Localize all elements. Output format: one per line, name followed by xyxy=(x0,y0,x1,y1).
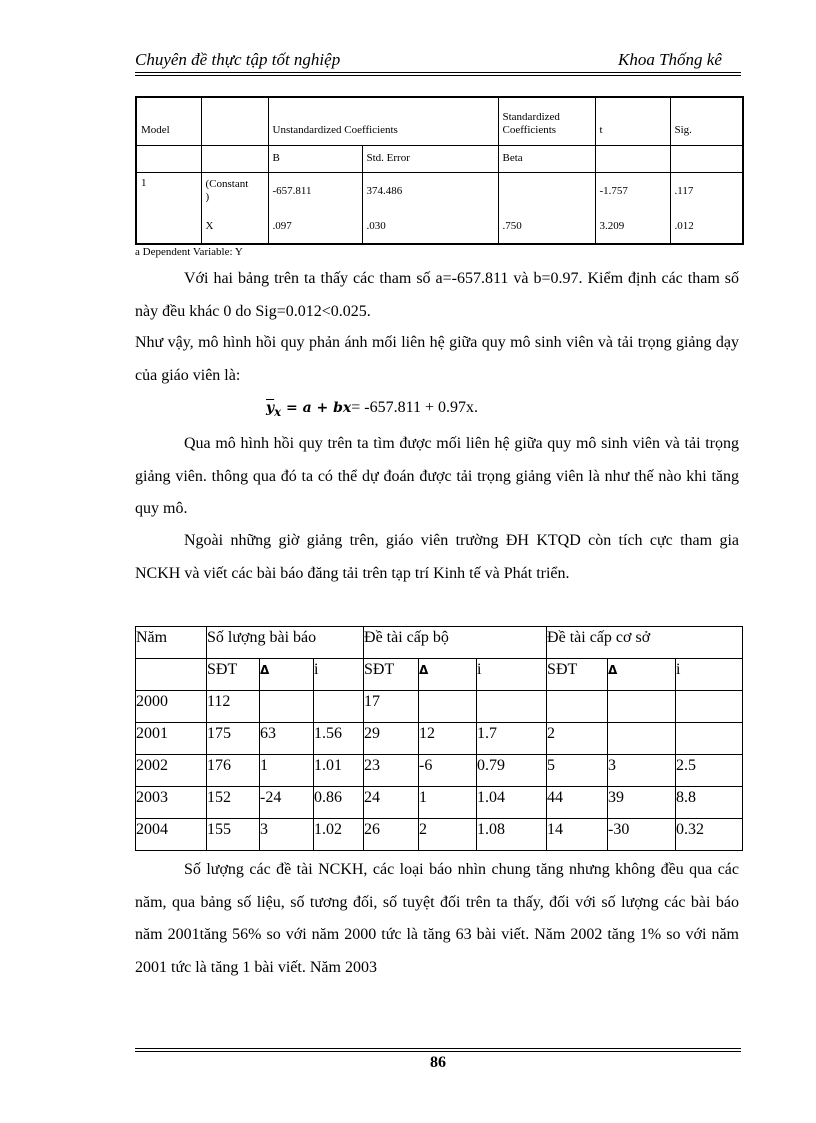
coefficients-table xyxy=(135,96,744,245)
table-cell: 152 xyxy=(207,787,260,819)
table-cell: 1.56 xyxy=(314,723,364,755)
table-cell: 0.32 xyxy=(676,819,743,851)
header-sig: Sig. xyxy=(670,97,743,145)
sub-i-3: i xyxy=(676,659,743,691)
paragraph-2: Như vậy, mô hình hồi quy phản ánh mối liên hệ giữa quy mô sinh viên và tải trọng giảng dạy của giáo viên là: xyxy=(135,334,739,384)
row-constant-b: -657.811 xyxy=(268,172,362,210)
row-x-t: 3.209 xyxy=(595,210,670,244)
regression-formula xyxy=(266,392,478,428)
table-cell xyxy=(260,691,314,723)
research-statistics-table xyxy=(135,626,743,851)
table-cell: 5 xyxy=(547,755,608,787)
header-blank xyxy=(201,97,268,145)
table-cell: 39 xyxy=(608,787,676,819)
table-row xyxy=(136,755,743,787)
table-cell: 3 xyxy=(608,755,676,787)
sub-blank xyxy=(136,659,207,691)
formula-lhs xyxy=(266,400,352,419)
table-cell: 2004 xyxy=(136,819,207,851)
stats-body xyxy=(136,691,743,851)
sub-delta-1: Δ xyxy=(260,659,314,691)
running-header-faculty: Khoa Thống kê xyxy=(618,50,722,69)
table-cell: 112 xyxy=(207,691,260,723)
table-cell: -6 xyxy=(419,755,477,787)
table-cell: 155 xyxy=(207,819,260,851)
sub-delta-3: Δ xyxy=(608,659,676,691)
paragraph-4: Ngoài những giờ giảng trên, giáo viên trường ĐH KTQD còn tích cực tham gia NCKH và viết các bài báo đăng tải trên tạp trí Kinh tế và Phát triển. xyxy=(135,532,739,582)
header-unstandardized: Unstandardized Coefficients xyxy=(268,97,498,145)
row-constant-se: 374.486 xyxy=(362,172,498,210)
table-row xyxy=(136,787,743,819)
header-model: Model xyxy=(136,97,201,145)
row-x-b: .097 xyxy=(268,210,362,244)
row-constant-name-line2: ) xyxy=(205,191,210,204)
table-cell: 1.7 xyxy=(477,723,547,755)
table-cell: 2.5 xyxy=(676,755,743,787)
table-cell: 2001 xyxy=(136,723,207,755)
table-cell: 44 xyxy=(547,787,608,819)
table-cell: -24 xyxy=(260,787,314,819)
table-cell: 29 xyxy=(364,723,419,755)
group-ministry-projects: Đề tài cấp bộ xyxy=(364,627,547,659)
formula-lhs-rest: = a + bx xyxy=(281,400,352,416)
table-cell: 2002 xyxy=(136,755,207,787)
table-cell: 2 xyxy=(547,723,608,755)
paragraph-1: Với hai bảng trên ta thấy các tham số a=-657.811 và b=0.97. Kiểm định các tham số này đều khác 0 do Sig=0.012<0.025. xyxy=(135,270,739,320)
table-cell xyxy=(314,691,364,723)
header-standardized-line1: Standardized xyxy=(502,110,560,123)
subhead-blank-2 xyxy=(201,145,268,172)
footer-rule xyxy=(135,1048,741,1052)
running-header-title: Chuyên đề thực tập tốt nghiệp xyxy=(135,50,341,69)
table-cell: 176 xyxy=(207,755,260,787)
paragraph-3: Qua mô hình hồi quy trên ta tìm được mối liên hệ giữa quy mô sinh viên và tải trọng giảng viên. thông qua đó ta có thể dự đoán được tải trọng giảng viên là như thế nào khi tăng quy mô. xyxy=(135,435,739,517)
table-cell: 23 xyxy=(364,755,419,787)
sub-i-2: i xyxy=(477,659,547,691)
table-cell: 24 xyxy=(364,787,419,819)
row-x-se: .030 xyxy=(362,210,498,244)
subhead-blank-4 xyxy=(670,145,743,172)
row-constant-name-line1: (Constant xyxy=(205,178,249,191)
row-x-beta: .750 xyxy=(498,210,595,244)
table-cell: 1.02 xyxy=(314,819,364,851)
page-number: 86 xyxy=(430,1054,446,1071)
sub-sdt-3: SĐT xyxy=(547,659,608,691)
subhead-std-error: Std. Error xyxy=(362,145,498,172)
model-number: 1 xyxy=(136,172,201,244)
table-cell: 1 xyxy=(419,787,477,819)
table-cell: 0.86 xyxy=(314,787,364,819)
header-standardized xyxy=(498,97,595,145)
table-cell xyxy=(608,723,676,755)
sub-i-1: i xyxy=(314,659,364,691)
paragraph-5: Số lượng các đề tài NCKH, các loại báo nhìn chung tăng nhưng không đều qua các năm, qua bảng số liệu, số tương đối, số tuyệt đối trên ta thấy, đối với số lượng các bài báo năm 2001tăng 56% so với năm 2000 tức là tăng 63 bài viết. Năm 2002 tăng 1% so với năm 2001 tức là tăng 1 bài viết. Năm 2003 xyxy=(135,861,739,976)
row-constant-sig: .117 xyxy=(670,172,743,210)
sub-delta-2: Δ xyxy=(419,659,477,691)
sub-sdt-1: SĐT xyxy=(207,659,260,691)
header-t: t xyxy=(595,97,670,145)
table-cell xyxy=(477,691,547,723)
table-cell xyxy=(676,723,743,755)
table-footnote: a Dependent Variable: Y xyxy=(135,246,243,258)
table-cell: 12 xyxy=(419,723,477,755)
table-cell: 2000 xyxy=(136,691,207,723)
table-cell: -30 xyxy=(608,819,676,851)
table-cell xyxy=(547,691,608,723)
table-cell xyxy=(608,691,676,723)
table-cell: 26 xyxy=(364,819,419,851)
row-constant-name xyxy=(201,172,268,210)
col-year: Năm xyxy=(136,627,207,659)
table-row xyxy=(136,691,743,723)
group-articles: Số lượng bài báo xyxy=(207,627,364,659)
table-cell: 1.08 xyxy=(477,819,547,851)
row-x-sig: .012 xyxy=(670,210,743,244)
table-cell: 14 xyxy=(547,819,608,851)
table-cell: 2 xyxy=(419,819,477,851)
subhead-blank-1 xyxy=(136,145,201,172)
subhead-b: B xyxy=(268,145,362,172)
row-x-name: X xyxy=(201,210,268,244)
formula-ybar: $\overline{y}$ xyxy=(266,400,275,416)
row-constant-t: -1.757 xyxy=(595,172,670,210)
table-cell: 8.8 xyxy=(676,787,743,819)
row-constant-beta xyxy=(498,172,595,210)
table-row xyxy=(136,819,743,851)
formula-rhs: = -657.811 + 0.97x. xyxy=(351,399,479,416)
table-cell: 175 xyxy=(207,723,260,755)
table-cell: 2003 xyxy=(136,787,207,819)
table-cell: 1.01 xyxy=(314,755,364,787)
table-cell: 1.04 xyxy=(477,787,547,819)
header-standardized-line2: Coefficients xyxy=(502,123,557,136)
group-school-projects: Đề tài cấp cơ sở xyxy=(547,627,743,659)
table-row xyxy=(136,723,743,755)
table-cell: 63 xyxy=(260,723,314,755)
table-cell: 1 xyxy=(260,755,314,787)
formula-subscript: x xyxy=(274,404,282,419)
table-cell: 17 xyxy=(364,691,419,723)
subhead-blank-3 xyxy=(595,145,670,172)
table-cell xyxy=(676,691,743,723)
sub-sdt-2: SĐT xyxy=(364,659,419,691)
header-rule xyxy=(135,72,741,76)
subhead-beta: Beta xyxy=(498,145,595,172)
table-cell xyxy=(419,691,477,723)
table-cell: 0.79 xyxy=(477,755,547,787)
table-cell: 3 xyxy=(260,819,314,851)
